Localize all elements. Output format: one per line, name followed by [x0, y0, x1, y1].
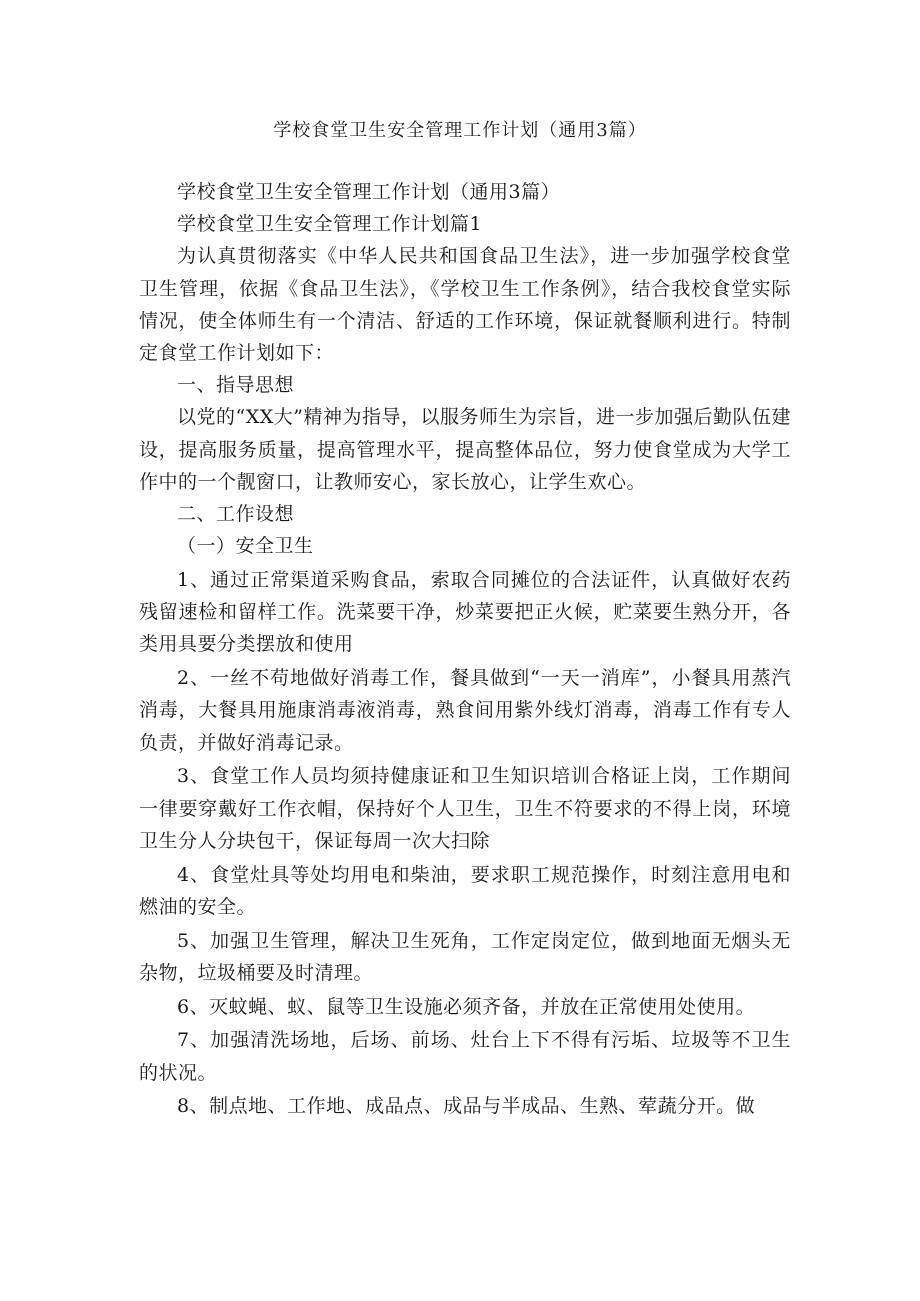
paragraph-subtitle: 学校食堂卫生安全管理工作计划（通用3篇）	[177, 181, 561, 203]
heading-work-plan: 二、工作设想	[177, 503, 295, 526]
document-title: 学校食堂卫生安全管理工作计划（通用3篇）	[273, 120, 647, 141]
document-body	[139, 176, 791, 1123]
list-item: 2、一丝不苟地做好消毒工作，餐具做到“一天一消库”，小餐具用蒸汽消毒，大餐具用施康消毒液消毒，熟食间用紫外线灯消毒，消毒工作有专人负责，并做好消毒记录。	[139, 667, 791, 754]
list-item: 4、食堂灶具等处均用电和柴油，要求职工规范操作，时刻注意用电和燃油的安全。	[139, 863, 791, 918]
paragraph-section-heading: 学校食堂卫生安全管理工作计划篇1	[177, 213, 483, 236]
paragraph-intro: 为认真贯彻落实《中华人民共和国食品卫生法》，进一步加强学校食堂卫生管理，依据《食品卫生法》，《学校卫生工作条例》，结合我校食堂实际情况，使全体师生有一个清洁、舒适的工作环境，保证就餐顺利进行。特制定食堂工作计划如下：	[139, 245, 791, 365]
paragraph-ideology: 以党的“XX大”精神为指导，以服务师生为宗旨，进一步加强后勤队伍建设，提高服务质量，提高管理水平，提高整体品位，努力使食堂成为大学工作中的一个靓窗口，让教师安心，家长放心，让学生欢心。	[139, 406, 791, 493]
list-item: 5、加强卫生管理，解决卫生死角，工作定岗定位，做到地面无烟头无杂物，垃圾桶要及时清理。	[139, 929, 791, 984]
list-item: 7、加强清洗场地，后场、前场、灶台上下不得有污垢、垃圾等不卫生的状况。	[139, 1029, 791, 1084]
list-item: 8、制点地、工作地、成品点、成品与半成品、生熟、荤蔬分开。做	[177, 1095, 756, 1118]
heading-guiding-ideology: 一、指导思想	[177, 374, 295, 397]
heading-safety-hygiene: （一）安全卫生	[177, 535, 314, 558]
list-item: 1、通过正常渠道采购食品，索取合同摊位的合法证件，认真做好农药残留速检和留样工作。洗菜要干净，炒菜要把正火候，贮菜要生熟分开，各类用具要分类摆放和使用	[139, 569, 791, 656]
list-item: 6、灭蚊蝇、蚁、鼠等卫生设施必须齐备，并放在正常使用处使用。	[177, 995, 756, 1018]
list-item: 3、食堂工作人员均须持健康证和卫生知识培训合格证上岗，工作期间一律要穿戴好工作衣帽，保持好个人卫生，卫生不符要求的不得上岗，环境卫生分人分块包干，保证每周一次大扫除	[139, 765, 791, 852]
